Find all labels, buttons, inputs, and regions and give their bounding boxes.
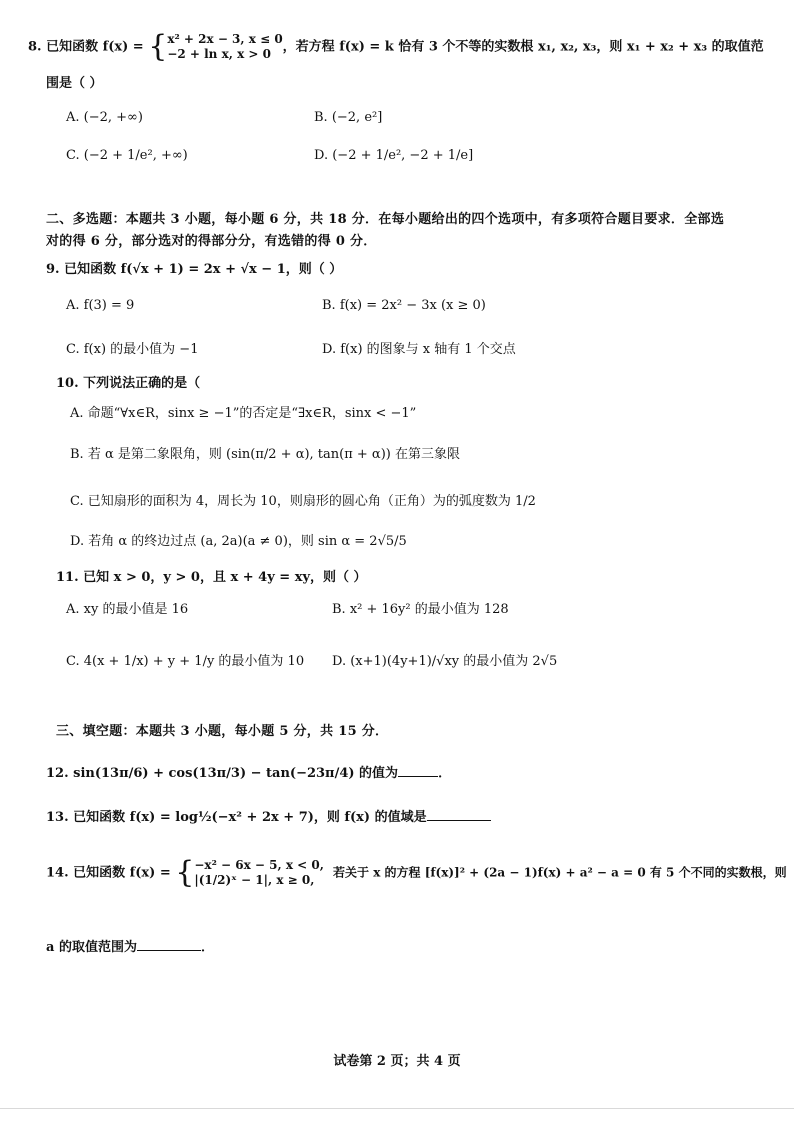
q12-answer-blank[interactable]: [398, 763, 438, 777]
q10-stem: 10. 下列说法正确的是（: [56, 376, 201, 391]
section3-heading: 三、填空题：本题共 3 小题，每小题 5 分，共 15 分．: [56, 724, 389, 739]
q12-end: ．: [438, 766, 452, 781]
page-footer: 试卷第 2 页；共 4 页: [333, 1054, 461, 1069]
q11-stem: 11. 已知 x > 0，y > 0，且 x + 4y = xy，则（ ）: [56, 570, 367, 585]
q14-brace: {: [175, 855, 195, 890]
q9-option-d: D. f(x) 的图象与 x 轴有 1 个交点: [322, 342, 516, 357]
q9-stem: 9. 已知函数 f(√x + 1) = 2x + √x − 1，则（ ）: [46, 262, 343, 277]
q12-expression: 12. sin(13π/6) + cos(13π/3) − tan(−23π/4) 的值为: [46, 766, 399, 781]
q14-stem-text: 14. 已知函数 f(x) =: [46, 865, 176, 881]
q14-answer-blank[interactable]: [137, 937, 201, 951]
q8-option-c: C. (−2 + 1/e², +∞): [66, 148, 188, 163]
q14-end: ．: [200, 940, 214, 955]
q14-line2-text: a 的取值范围为: [46, 940, 137, 955]
q14-line2: [46, 936, 214, 955]
q13-text: [46, 806, 491, 825]
q8-pieces: [167, 32, 282, 62]
q10-option-c: C. 已知扇形的面积为 4，周长为 10，则扇形的圆心角（正角）为的弧度数为 1/2: [70, 494, 536, 509]
q11-option-d: D. (x+1)(4y+1)/√xy 的最小值为 2√5: [332, 654, 558, 669]
section2-heading-line2: 对的得 6 分，部分选对的得部分分，有选错的得 0 分．: [46, 234, 377, 249]
q8-option-a: A. (−2, +∞): [66, 110, 143, 125]
q8-piece1: x² + 2x − 3, x ≤ 0: [167, 32, 283, 46]
q11-option-c: C. 4(x + 1/x) + y + 1/y 的最小值为 10: [66, 654, 305, 669]
q10-option-a: A. 命题“∀x∈R，sinx ≥ −1”的否定是“∃x∈R，sinx < −1”: [70, 406, 417, 421]
q9-option-c: C. f(x) 的最小值为 −1: [66, 342, 199, 357]
q13-expression: 13. 已知函数 f(x) = log½(−x² + 2x + 7)，则 f(x) 的值域是: [46, 810, 427, 825]
q8-tail: ，若方程 f(x) = k 恰有 3 个不等的实数根 x₁, x₂, x₃，则 x₁ + x₂ + x₃ 的取值范: [282, 39, 764, 55]
q11-option-a: A. xy 的最小值是 16: [66, 602, 189, 617]
q9-option-a: A. f(3) = 9: [66, 298, 135, 313]
q8-brace: {: [148, 29, 168, 64]
q14-piece1: −x² − 6x − 5, x < 0,: [194, 858, 324, 872]
section2-heading-line1: 二、多选题：本题共 3 小题，每小题 6 分，共 18 分．在每小题给出的四个选项中，有多项符合题目要求．全部选: [46, 212, 725, 227]
q8-option-d: D. (−2 + 1/e², −2 + 1/e]: [314, 148, 474, 163]
q14-pieces: [194, 858, 324, 888]
q8-line2: 围是（ ）: [46, 76, 103, 91]
q14-stem: [46, 855, 787, 890]
q11-option-b: B. x² + 16y² 的最小值为 128: [332, 602, 509, 617]
q10-option-d: D. 若角 α 的终边过点 (a, 2a)(a ≠ 0)，则 sin α = 2√5/5: [70, 534, 407, 549]
q8-option-b: B. (−2, e²]: [314, 110, 383, 125]
q13-answer-blank[interactable]: [427, 807, 491, 821]
q10-option-b: B. 若 α 是第二象限角，则 (sin(π/2 + α), tan(π + α)) 在第三象限: [70, 447, 460, 462]
q14-tail: 若关于 x 的方程 [f(x)]² + (2a − 1)f(x) + a² − a = 0 有 5 个不同的实数根，则: [333, 865, 787, 880]
q14-piece2: |(1/2)ˣ − 1|, x ≥ 0,: [194, 873, 315, 887]
q9-option-b: B. f(x) = 2x² − 3x (x ≥ 0): [322, 298, 486, 313]
q12-text: [46, 762, 451, 781]
q8-stem: [28, 29, 764, 64]
bottom-divider: [0, 1108, 794, 1109]
q8-piece2: −2 + ln x, x > 0: [167, 47, 272, 61]
q8-stem-text: 8. 已知函数 f(x) =: [28, 39, 149, 55]
